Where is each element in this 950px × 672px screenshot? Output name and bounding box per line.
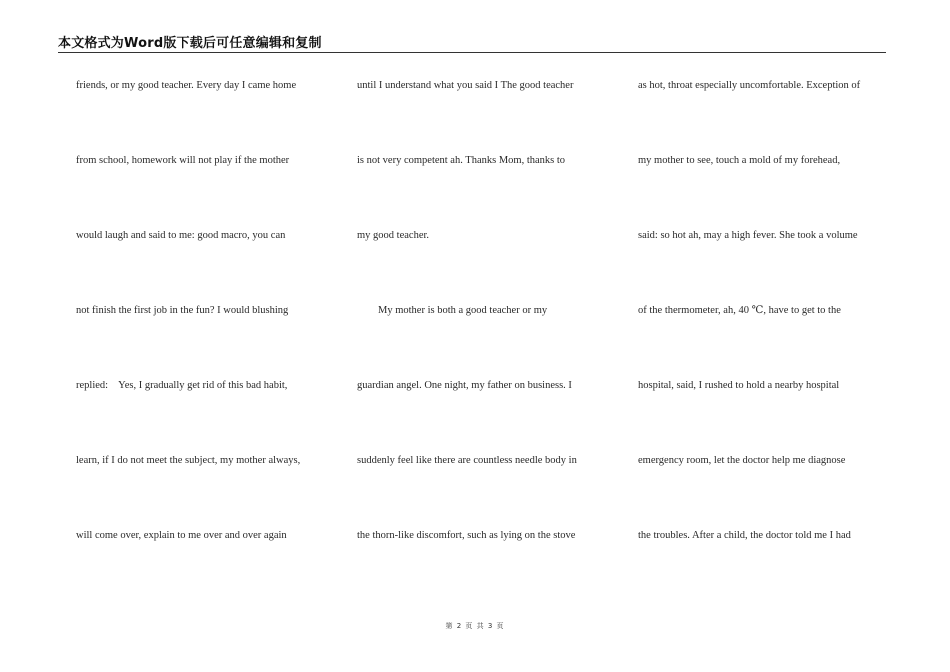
text-line: from school, homework will not play if the mother [76,155,290,166]
text-line: hospital, said, I rushed to hold a nearby hospital [638,380,840,391]
text-line: said: so hot ah, may a high fever. She took a volume [638,230,858,241]
text-line: the thorn-like discomfort, such as lying on the stove [357,530,576,541]
text-line: is not very competent ah. Thanks Mom, thanks to [357,155,566,166]
text-line: friends, or my good teacher. Every day I came home [76,80,297,91]
text-line: my mother to see, touch a mold of my forehead, [638,155,841,166]
text-column-2 [357,0,617,600]
page-number: 第 2 页 共 3 页 [445,622,505,630]
page-header-title: 本文格式为Word版下载后可任意编辑和复制 [58,36,322,51]
text-line: suddenly feel like there are countless needle body in [357,455,577,466]
text-line: learn, if I do not meet the subject, my mother always, [76,455,301,466]
text-line: will come over, explain to me over and over again [76,530,287,541]
text-column-1 [76,0,336,600]
text-line: until I understand what you said I The good teacher [357,80,574,91]
text-line: not finish the first job in the fun? I would blushing [76,305,289,316]
text-line: as hot, throat especially uncomfortable. Exception of [638,80,861,91]
text-line: replied: Yes, I gradually get rid of this bad habit, [76,380,288,391]
text-line: guardian angel. One night, my father on business. I [357,380,572,391]
text-line: of the thermometer, ah, 40 ℃, have to get to the [638,305,841,316]
text-line: emergency room, let the doctor help me diagnose [638,455,846,466]
text-line: would laugh and said to me: good macro, you can [76,230,286,241]
text-line: my good teacher. [357,230,430,241]
text-line: the troubles. After a child, the doctor told me I had [638,530,851,541]
text-line: My mother is both a good teacher or my [357,305,548,316]
text-column-3 [638,0,898,600]
